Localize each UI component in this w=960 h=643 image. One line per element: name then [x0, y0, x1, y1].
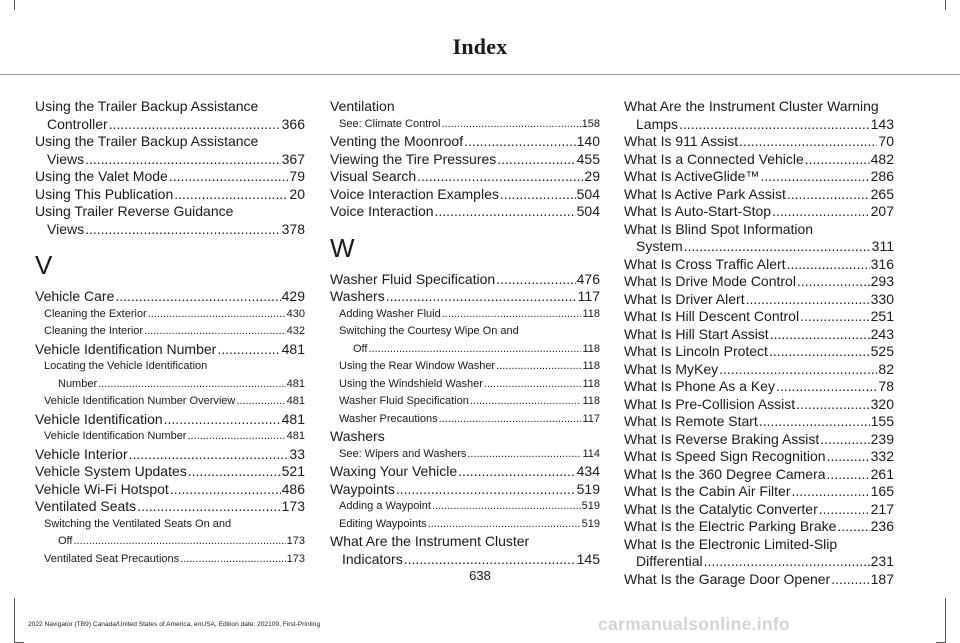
index-entry: [35, 463, 305, 481]
index-entry: [330, 98, 600, 116]
dot-leader: [115, 288, 280, 306]
dot-leader: [797, 273, 870, 291]
crop-mark: [14, 598, 15, 643]
index-entry: [330, 288, 600, 306]
page-ref: 311: [871, 238, 894, 254]
entry-text: What Is Phone As a Key: [624, 378, 775, 394]
crop-mark: [14, 0, 15, 10]
page-ref: 316: [870, 255, 894, 272]
dot-leader: [684, 238, 871, 256]
page-ref: 320: [870, 395, 894, 412]
index-entry: [624, 308, 894, 326]
dot-leader: [148, 306, 286, 324]
page-ref: 231: [870, 553, 894, 569]
page-title: Index: [452, 34, 508, 59]
entry-text: Using the Trailer Backup Assistance: [35, 133, 259, 149]
page-ref: 118: [582, 360, 600, 372]
entry-text: See: Wipers and Washers: [339, 447, 467, 460]
entry-text: Number: [58, 377, 98, 390]
entry-text: What Is Auto-Start-Stop: [624, 203, 772, 219]
index-entry: [624, 448, 894, 466]
index-entry: [330, 186, 600, 204]
dot-leader: [432, 498, 581, 516]
index-subentry: [330, 376, 600, 394]
entry-text: Vehicle Identification Number: [35, 340, 217, 357]
entry-text: Voice Interaction: [330, 203, 434, 219]
dot-leader: [73, 533, 285, 551]
dot-leader: [435, 203, 576, 221]
dot-leader: [85, 221, 281, 239]
dot-leader: [772, 203, 870, 221]
entry-text: Vehicle Identification Number: [44, 430, 187, 442]
page-ref: 519: [581, 500, 600, 512]
index-entry: [624, 273, 894, 291]
page-ref: 455: [576, 150, 600, 167]
page-ref: 367: [281, 150, 305, 167]
entry-text: Viewing the Tire Pressures: [330, 150, 497, 167]
entry-text: Vehicle Wi-Fi Hotspot: [35, 480, 169, 497]
index-entry: [624, 203, 894, 221]
page-ref: 173: [286, 535, 305, 547]
dot-leader: [170, 481, 281, 499]
dot-leader: [98, 376, 286, 394]
page-ref: 481: [286, 395, 305, 407]
page-ref: 286: [870, 168, 894, 184]
entry-text: What Is Blind Spot Information: [624, 220, 814, 237]
page-ref: 82: [878, 360, 894, 377]
page-ref: 251: [870, 308, 894, 324]
entry-text: Ventilated Seats: [35, 498, 137, 514]
entry-text: Visual Search: [330, 168, 417, 184]
page-ref: 332: [870, 448, 894, 464]
entry-text: Views: [47, 220, 85, 237]
page-ref: 265: [870, 185, 894, 202]
dot-leader: [770, 326, 870, 344]
entry-text: Using Trailer Reverse Guidance: [35, 203, 234, 219]
dot-leader: [497, 151, 575, 169]
crop-mark: [945, 598, 946, 643]
page-ref: 481: [281, 340, 305, 357]
page-ref: 78: [878, 378, 894, 394]
page-ref: 173: [281, 498, 305, 514]
dot-leader: [827, 466, 870, 484]
index-subentry: [35, 428, 305, 446]
page-ref: 155: [870, 413, 894, 429]
dot-leader: [129, 446, 289, 464]
page-ref: 117: [582, 412, 600, 425]
entry-text: Vehicle Identification: [35, 410, 163, 427]
index-entry: [624, 98, 894, 133]
page-ref: 239: [870, 430, 894, 447]
entry-text: What Is Hill Start Assist: [624, 325, 769, 342]
index-entry: [330, 463, 600, 481]
page-ref: 378: [281, 220, 305, 237]
dot-leader: [85, 151, 281, 169]
index-subentry: [330, 116, 600, 134]
index-entry: [624, 466, 894, 484]
dot-leader: [458, 463, 576, 481]
page-ref: 79: [289, 168, 305, 184]
entry-text: What Is Active Park Assist: [624, 185, 786, 202]
index-entry: [35, 98, 305, 133]
page-ref: 293: [870, 273, 894, 289]
page-ref: 519: [576, 480, 600, 497]
index-entry: [624, 536, 894, 571]
entry-text: What Are the Instrument Cluster Warning: [624, 98, 879, 114]
entry-text: What Is Reverse Braking Assist: [624, 430, 820, 447]
page-ref: 330: [870, 290, 894, 307]
dot-leader: [679, 116, 870, 134]
index-subentry: [330, 393, 600, 411]
page-ref: 118: [582, 377, 600, 390]
entry-text: Off: [58, 535, 73, 547]
dot-leader: [396, 481, 576, 499]
index-subentry: [330, 306, 600, 324]
entry-text: Cleaning the Interior: [44, 325, 144, 337]
dot-leader: [787, 256, 870, 274]
page-ref: 504: [576, 185, 600, 202]
dot-leader: [386, 288, 577, 306]
dot-leader: [769, 343, 870, 361]
dot-leader: [484, 376, 582, 394]
index-entry: [330, 203, 600, 221]
dot-leader: [759, 413, 870, 431]
entry-text: Vehicle Identification Number Overview: [44, 395, 236, 407]
dot-leader: [827, 448, 870, 466]
entry-text: Using the Trailer Backup Assistance: [35, 98, 259, 114]
index-entry: [624, 483, 894, 501]
dot-leader: [236, 393, 285, 411]
index-entry: [624, 221, 894, 256]
entry-text: Using This Publication: [35, 185, 174, 202]
entry-text: What Is the Electronic Limited-Slip: [624, 535, 838, 552]
page-ref: 29: [584, 168, 600, 184]
entry-text: Lamps: [636, 115, 679, 132]
page-ref: 366: [281, 115, 305, 132]
index-entry: [624, 396, 894, 414]
entry-text: What Is Driver Alert: [624, 290, 745, 307]
page-ref: 476: [576, 270, 600, 287]
index-subentry: [35, 551, 305, 569]
index-subentry: [330, 446, 600, 464]
dot-leader: [442, 306, 582, 324]
entry-text: Locating the Vehicle Identification: [44, 360, 208, 372]
index-column-2: [330, 98, 600, 568]
page-number: 638: [469, 568, 491, 583]
dot-leader: [746, 291, 870, 309]
entry-text: What Is 911 Assist: [624, 133, 739, 149]
entry-text: Washers: [330, 428, 385, 444]
index-entry: [624, 431, 894, 449]
dot-leader: [760, 168, 869, 186]
index-entry: [35, 133, 305, 168]
entry-text: Ventilation: [330, 98, 395, 114]
entry-text: Switching the Ventilated Seats On and: [44, 517, 232, 530]
dot-leader: [164, 411, 281, 429]
dot-leader: [442, 116, 581, 134]
entry-text: What Is Hill Descent Control: [624, 308, 800, 324]
entry-text: Vehicle System Updates: [35, 463, 187, 479]
entry-text: What Is Remote Start: [624, 413, 758, 429]
entry-text: Washer Precautions: [339, 412, 438, 425]
entry-text: Editing Waypoints: [339, 517, 427, 530]
watermark: carmanualsonline.info: [598, 614, 791, 634]
dot-leader: [792, 483, 870, 501]
footer-edition-text: 2022 Navigator (TB9) Canada/United States of America, enUSA, Edition date: 202109, First-Printing: [28, 621, 321, 628]
entry-text: Switching the Courtesy Wipe On and: [339, 325, 519, 337]
index-entry: [624, 361, 894, 379]
index-entry: [330, 168, 600, 186]
dot-leader: [776, 378, 877, 396]
index-entry: [624, 291, 894, 309]
page-ref: 145: [576, 550, 600, 567]
index-entry: [330, 271, 600, 289]
page-ref: 525: [870, 343, 894, 359]
index-entry: [624, 186, 894, 204]
index-entry: [624, 413, 894, 431]
entry-text: Ventilated Seat Precautions: [44, 552, 180, 565]
page-ref: 243: [870, 325, 894, 342]
entry-text: What Is the Cabin Air Filter: [624, 483, 791, 499]
page-ref: 486: [281, 480, 305, 497]
page-ref: 173: [286, 552, 305, 565]
entry-text: Washer Fluid Specification: [339, 395, 469, 407]
index-entry: [35, 288, 305, 306]
index-entry: [330, 428, 600, 446]
dot-leader: [470, 393, 582, 411]
index-entry: [624, 151, 894, 169]
index-entry: [624, 518, 894, 536]
index-subentry: [35, 393, 305, 411]
dot-leader: [464, 133, 576, 151]
index-subentry: [35, 323, 305, 341]
dot-leader: [368, 341, 581, 359]
entry-text: What Is Drive Mode Control: [624, 273, 796, 289]
page-ref: 481: [286, 377, 305, 390]
index-subentry: [35, 306, 305, 324]
index-entry: [35, 203, 305, 238]
dot-leader: [467, 446, 581, 464]
index-entry: [624, 501, 894, 519]
dot-leader: [217, 341, 280, 359]
index-entry: [624, 343, 894, 361]
dot-leader: [500, 186, 576, 204]
index-column-1: [35, 98, 305, 568]
dot-leader: [819, 501, 870, 519]
entry-text: What Is the Electric Parking Brake: [624, 518, 837, 534]
page-ref: 118: [582, 395, 600, 407]
index-entry: [35, 498, 305, 516]
dot-leader: [144, 323, 286, 341]
page-ref: 521: [281, 463, 305, 479]
entry-text: Cleaning the Exterior: [44, 307, 147, 320]
entry-text: Differential: [636, 553, 703, 569]
entry-text: What Is the Catalytic Converter: [624, 500, 818, 517]
page-ref: 33: [289, 445, 305, 462]
index-entry: [35, 446, 305, 464]
entry-text: Vehicle Interior: [35, 445, 128, 462]
page-ref: 429: [281, 288, 305, 304]
index-entry: [624, 133, 894, 151]
entry-text: What Is ActiveGlide™: [624, 168, 760, 184]
page-ref: 481: [281, 410, 305, 427]
page-ref: 482: [870, 150, 894, 167]
page-ref: 261: [870, 465, 894, 482]
entry-text: Venting the Moonroof: [330, 133, 464, 149]
entry-text: Off: [353, 342, 368, 355]
index-entry: [330, 533, 600, 568]
index-subentry: [330, 498, 600, 516]
page-ref: 70: [878, 133, 894, 149]
page-ref: 118: [582, 307, 600, 320]
page-ref: 236: [870, 518, 894, 534]
index-entry: [35, 411, 305, 429]
entry-text: What Is Speed Sign Recognition: [624, 448, 826, 464]
index-entry: [35, 481, 305, 499]
dot-leader: [800, 308, 870, 326]
entry-text: What Is the 360 Degree Camera: [624, 465, 826, 482]
dot-leader: [404, 551, 576, 569]
entry-text: Indicators: [342, 550, 403, 567]
index-entry: [330, 481, 600, 499]
page-ref: 158: [581, 117, 600, 130]
index-entry: [35, 186, 305, 204]
page-ref: 187: [870, 570, 894, 587]
dot-leader: [180, 551, 285, 569]
page-ref: 481: [286, 430, 305, 442]
index-subentry: [330, 516, 600, 534]
entry-text: Vehicle Care: [35, 288, 115, 304]
entry-text: Voice Interaction Examples: [330, 185, 499, 202]
page-ref: 118: [582, 342, 600, 355]
dot-leader: [739, 133, 877, 151]
entry-text: System: [636, 238, 683, 254]
index-entry: [330, 151, 600, 169]
section-letter: V: [35, 250, 53, 280]
index-entry: [624, 256, 894, 274]
crop-mark: [945, 0, 946, 10]
entry-text: Views: [47, 150, 85, 167]
index-subentry: [35, 516, 305, 551]
dot-leader: [820, 431, 869, 449]
page-ref: 519: [581, 517, 600, 530]
dot-leader: [805, 151, 870, 169]
entry-text: Using the Rear Window Washer: [339, 360, 496, 372]
entry-text: What Are the Instrument Cluster: [330, 533, 530, 549]
index-entry: [624, 326, 894, 344]
page-ref: 432: [286, 325, 305, 337]
entry-text: Adding a Waypoint: [339, 500, 431, 512]
dot-leader: [137, 498, 280, 516]
index-subentry: [35, 358, 305, 393]
page-ref: 434: [576, 463, 600, 479]
index-entry: [330, 133, 600, 151]
entry-text: Adding Washer Fluid: [339, 307, 441, 320]
dot-leader: [109, 116, 281, 134]
section-letter: W: [330, 232, 355, 263]
entry-text: What Is the Garage Door Opener: [624, 570, 831, 587]
dot-leader: [169, 168, 289, 186]
page-ref: 207: [870, 203, 894, 219]
entry-text: What Is Cross Traffic Alert: [624, 255, 786, 272]
index-entry: [624, 168, 894, 186]
dot-leader: [496, 271, 575, 289]
dot-leader: [719, 361, 877, 379]
entry-text: What Is a Connected Vehicle: [624, 150, 804, 167]
page-ref: 140: [576, 133, 600, 149]
entry-text: Using the Valet Mode: [35, 168, 168, 184]
dot-leader: [188, 463, 281, 481]
entry-text: What Is MyKey: [624, 360, 719, 377]
dot-leader: [496, 358, 581, 376]
index-entry: [624, 378, 894, 396]
index-entry: [35, 168, 305, 186]
dot-leader: [439, 411, 582, 429]
dot-leader: [796, 396, 869, 414]
index-subentry: [330, 411, 600, 429]
page-ref: 217: [870, 500, 894, 517]
entry-text: Washer Fluid Specification: [330, 270, 496, 287]
dot-leader: [174, 186, 288, 204]
entry-text: Waxing Your Vehicle: [330, 463, 458, 479]
dot-leader: [837, 518, 869, 536]
header-divider: [0, 74, 960, 75]
page-ref: 165: [870, 483, 894, 499]
page-ref: 430: [286, 307, 305, 320]
index-subentry: [330, 323, 600, 358]
dot-leader: [787, 186, 870, 204]
entry-text: What Is Pre-Collision Assist: [624, 395, 796, 412]
entry-text: Controller: [47, 115, 108, 132]
entry-text: Waypoints: [330, 480, 395, 497]
index-subentry: [330, 358, 600, 376]
page-ref: 117: [577, 288, 600, 304]
entry-text: What Is Lincoln Protect: [624, 343, 768, 359]
entry-text: Washers: [330, 288, 385, 304]
entry-text: See: Climate Control: [339, 117, 441, 130]
dot-leader: [187, 428, 285, 446]
index-column-3: [624, 98, 894, 588]
page-ref: 114: [582, 447, 600, 460]
dot-leader: [417, 168, 583, 186]
page-ref: 504: [576, 203, 600, 219]
page-ref: 20: [289, 185, 305, 202]
dot-leader: [428, 516, 581, 534]
page-ref: 143: [870, 115, 894, 132]
index-entry: [35, 341, 305, 359]
entry-text: Using the Windshield Washer: [339, 377, 483, 390]
